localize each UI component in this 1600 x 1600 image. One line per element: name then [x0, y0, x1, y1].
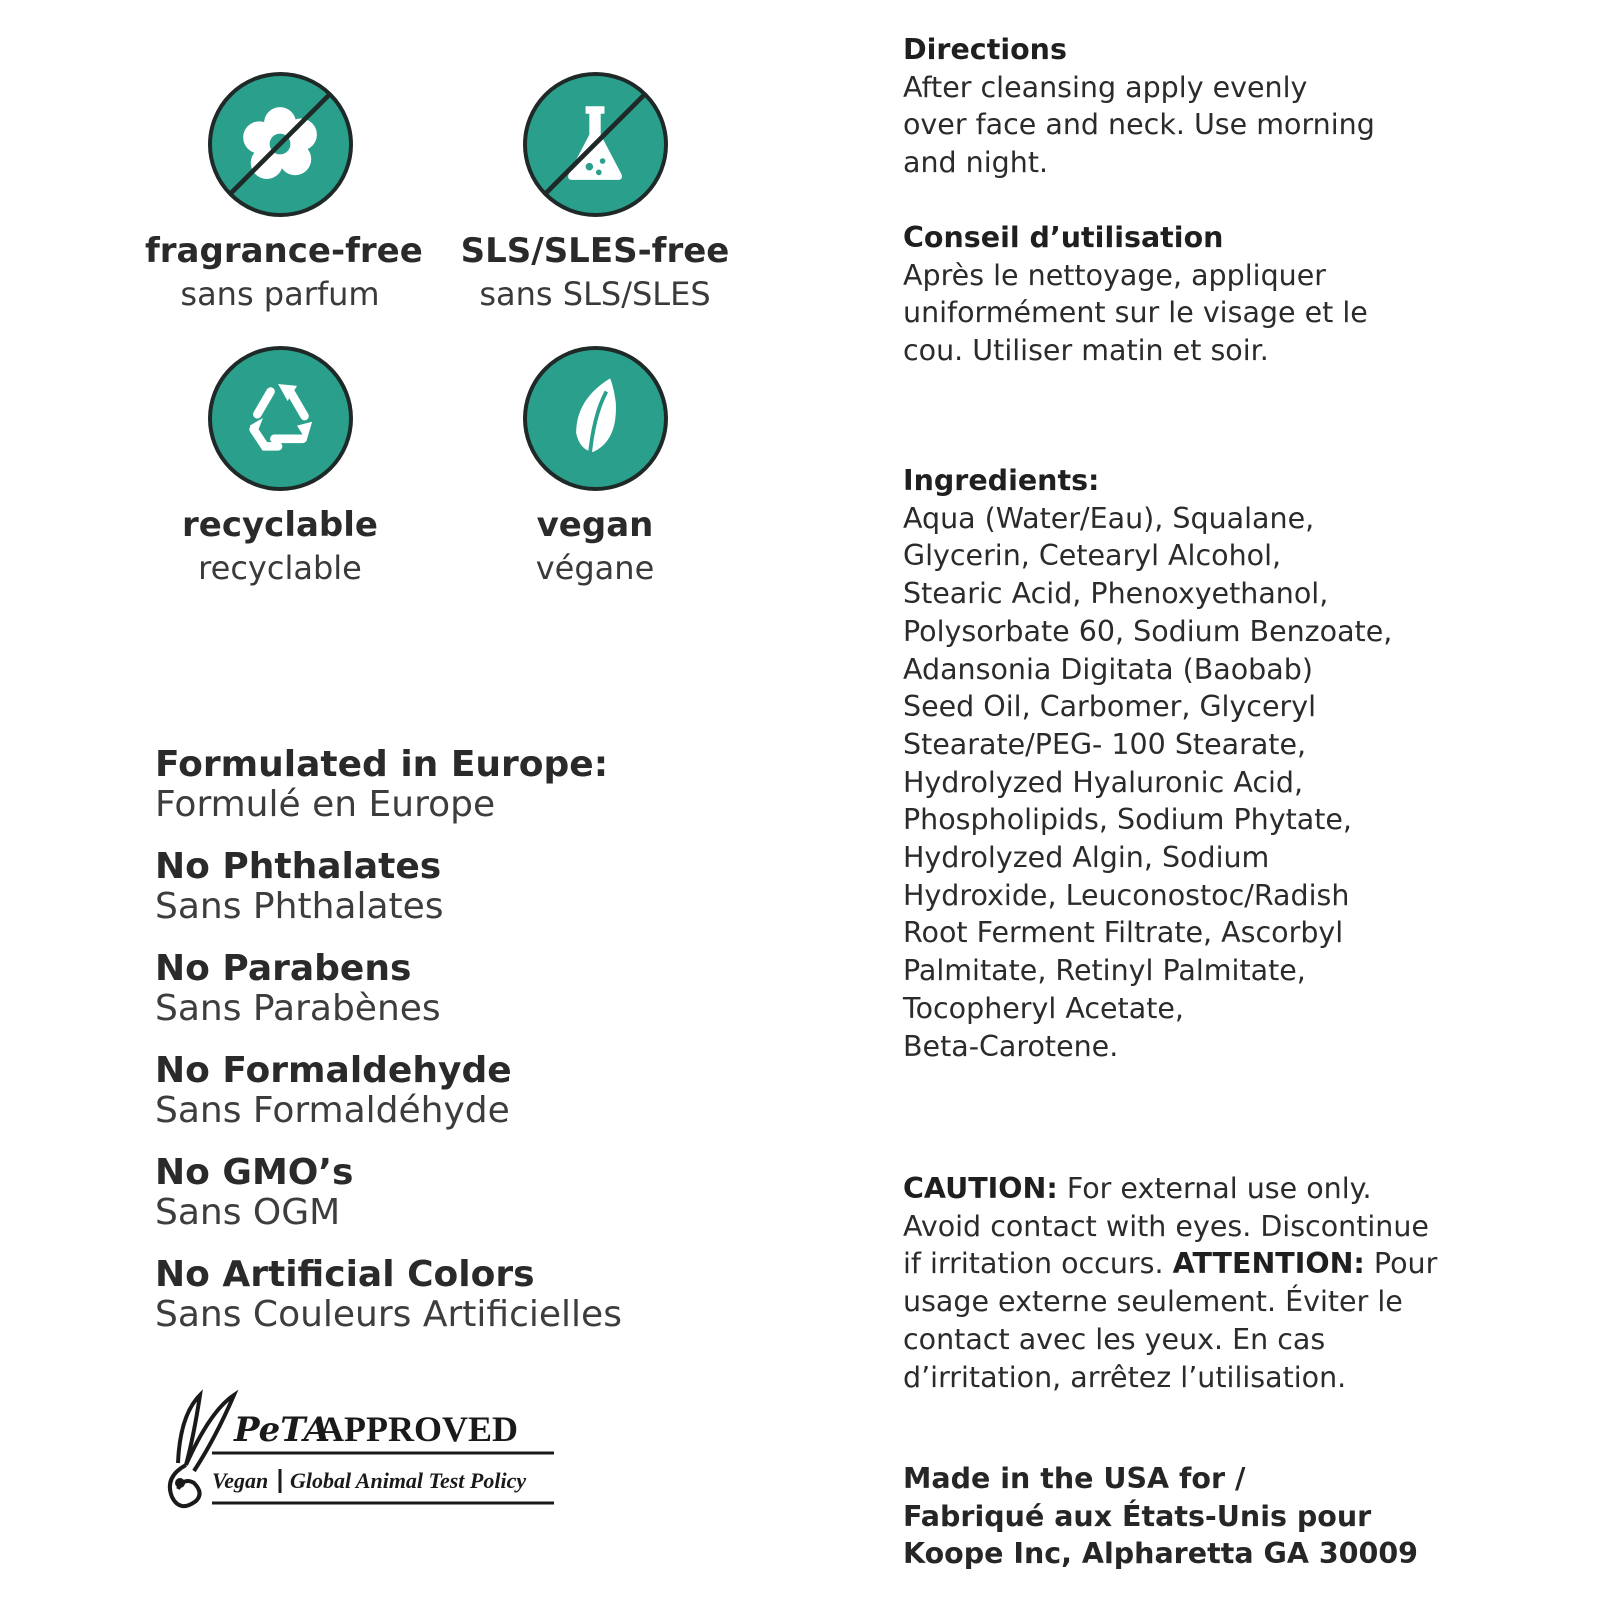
- conseil-section: [903, 219, 1553, 370]
- ingredients-section: [903, 462, 1553, 1065]
- text-line: Stearate/PEG- 100 Stearate,: [903, 727, 1307, 761]
- text-line: Adansonia Digitata (Baobab): [903, 652, 1313, 686]
- text-line: d’irritation, arrêtez l’utilisation.: [903, 1360, 1347, 1394]
- text-line: Hydrolyzed Algin, Sodium: [903, 841, 1270, 875]
- text-line: Koope Inc, Alpharetta GA 30009: [903, 1537, 1418, 1571]
- directions-title: Directions: [903, 33, 1067, 66]
- text-line: uniformément sur le visage et le: [903, 296, 1368, 330]
- text-line: Après le nettoyage, appliquer: [903, 258, 1326, 292]
- claim-en: No Artificial Colors: [155, 1254, 535, 1295]
- text-line: [903, 1170, 1553, 1208]
- directions-section: [903, 31, 1553, 182]
- claim-en: No Formaldehyde: [155, 1050, 512, 1091]
- peta-approved-logo: [150, 1385, 570, 1515]
- badge-label-fr: sans SLS/SLES: [479, 275, 711, 313]
- text-line: After cleansing apply evenly: [903, 70, 1308, 104]
- text-line: Seed Oil, Carbomer, Glyceryl: [903, 690, 1317, 724]
- no-sls-flask-icon: [523, 72, 668, 217]
- claim-en: No Phthalates: [155, 846, 442, 887]
- claim-item: [155, 1153, 755, 1233]
- badge-label-en: vegan: [536, 505, 654, 545]
- text-line: Hydrolyzed Hyaluronic Acid,: [903, 765, 1304, 799]
- badge-label-fr: recyclable: [198, 549, 362, 587]
- text-line: Glycerin, Cetearyl Alcohol,: [903, 539, 1282, 573]
- claim-item: [155, 745, 755, 825]
- badge-label-en: SLS/SLES-free: [460, 231, 730, 271]
- peta-approved-text: APPROVED: [318, 1409, 518, 1449]
- claim-fr: Formulé en Europe: [155, 784, 496, 825]
- claims-list: [155, 745, 755, 1357]
- attention-label: ATTENTION:: [1172, 1247, 1365, 1281]
- claim-item: [155, 1255, 755, 1335]
- badge-vegan: [460, 346, 730, 587]
- claim-fr: Sans Formaldéhyde: [155, 1090, 510, 1131]
- text-line: Avoid contact with eyes. Discontinue: [903, 1209, 1429, 1243]
- conseil-title: Conseil d’utilisation: [903, 221, 1224, 254]
- caution-text: if irritation occurs.: [903, 1247, 1173, 1281]
- no-fragrance-flower-icon: [208, 72, 353, 217]
- text-line: Polysorbate 60, Sodium Benzoate,: [903, 614, 1393, 648]
- badge-label-fr: sans parfum: [180, 275, 380, 313]
- caution-text: Pour: [1364, 1247, 1438, 1281]
- badge-label-en: recyclable: [182, 505, 378, 545]
- peta-policy-text: Global Animal Test Policy: [290, 1468, 527, 1493]
- claim-item: [155, 1051, 755, 1131]
- text-line: Aqua (Water/Eau), Squalane,: [903, 501, 1315, 535]
- text-line: and night.: [903, 146, 1049, 180]
- text-line: usage externe seulement. Éviter le: [903, 1285, 1403, 1319]
- text-line: Fabriqué aux États-Unis pour: [903, 1499, 1372, 1533]
- claim-en: No Parabens: [155, 948, 412, 989]
- text-line: Root Ferment Filtrate, Ascorbyl: [903, 916, 1344, 950]
- badge-label-fr: végane: [535, 549, 655, 587]
- text-line: Stearic Acid, Phenoxyethanol,: [903, 577, 1329, 611]
- text-line: over face and neck. Use morning: [903, 108, 1375, 142]
- leaf-icon: [523, 346, 668, 491]
- badge-fragrance-free: [145, 72, 423, 313]
- made-in-section: [903, 1460, 1553, 1573]
- caution-text: For external use only.: [1057, 1172, 1372, 1205]
- text-line: Palmitate, Retinyl Palmitate,: [903, 954, 1306, 988]
- badge-recyclable: [145, 346, 415, 587]
- text-line: [903, 1245, 1553, 1283]
- text-line: Hydroxide, Leuconostoc/Radish: [903, 878, 1350, 912]
- text-line: Tocopheryl Acetate,: [903, 991, 1184, 1025]
- claim-en: Formulated in Europe:: [155, 744, 609, 785]
- claim-fr: Sans Couleurs Artificielles: [155, 1294, 622, 1335]
- claim-fr: Sans Parabènes: [155, 988, 441, 1029]
- claim-fr: Sans OGM: [155, 1192, 341, 1233]
- text-line: Made in the USA for /: [903, 1462, 1246, 1495]
- ingredients-title: Ingredients:: [903, 464, 1100, 497]
- badge-sls-free: [460, 72, 730, 313]
- claim-en: No GMO’s: [155, 1152, 354, 1193]
- text-line: contact avec les yeux. En cas: [903, 1322, 1326, 1356]
- claim-item: [155, 847, 755, 927]
- recycle-icon: [208, 346, 353, 491]
- badge-label-en: fragrance-free: [145, 231, 423, 271]
- peta-vegan-text: Vegan: [212, 1468, 269, 1493]
- caution-section: [903, 1170, 1553, 1396]
- text-line: Beta-Carotene.: [903, 1029, 1119, 1063]
- claim-item: [155, 949, 755, 1029]
- text-line: cou. Utiliser matin et soir.: [903, 334, 1269, 368]
- caution-label: CAUTION:: [903, 1172, 1058, 1205]
- claim-fr: Sans Phthalates: [155, 886, 444, 927]
- peta-brand: PeTA: [234, 1410, 331, 1450]
- text-line: Phospholipids, Sodium Phytate,: [903, 803, 1352, 837]
